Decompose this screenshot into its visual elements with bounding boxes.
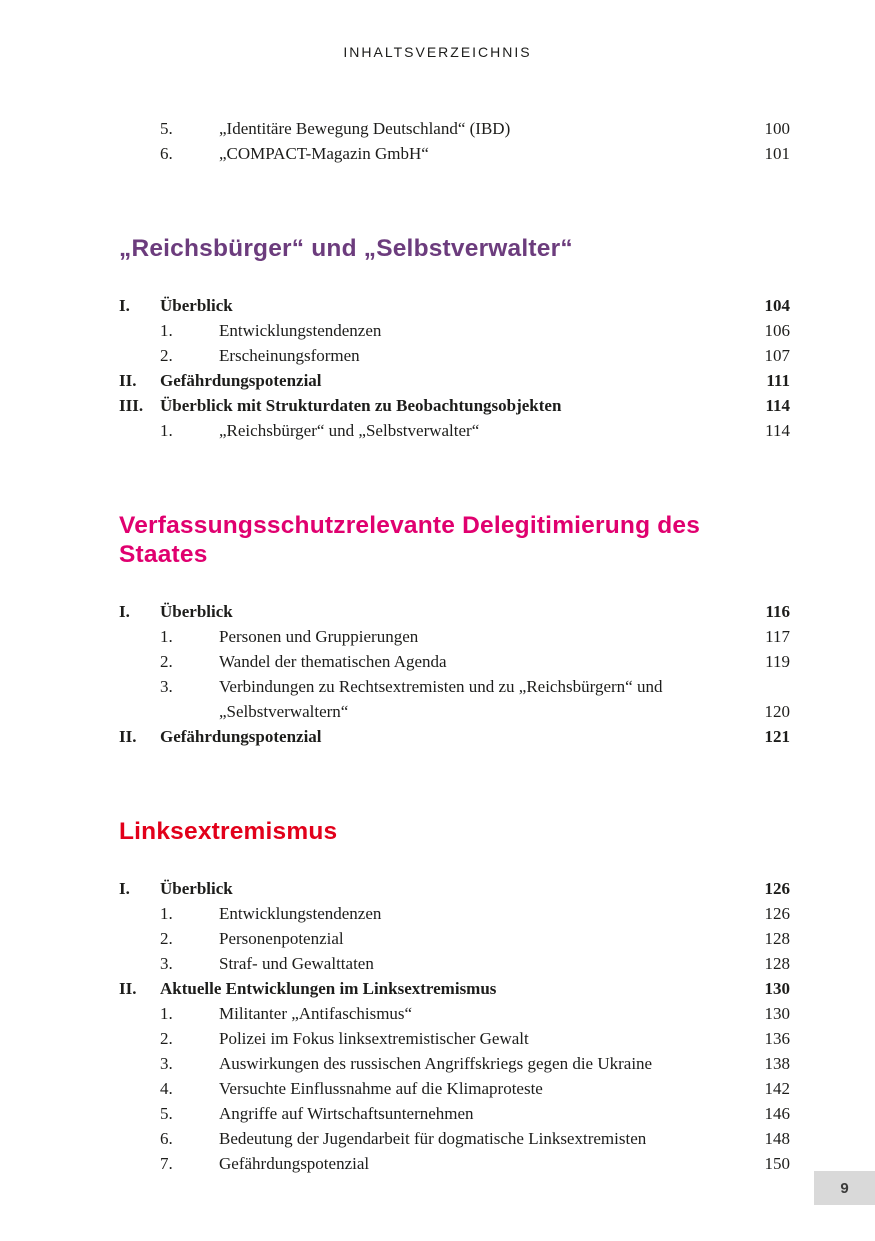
page-number-badge [814,1171,875,1205]
page-header-title: INHALTSVERZEICHNIS [343,44,532,60]
toc-row-number: 1. [160,321,173,340]
toc-row-number: I. [119,879,130,898]
toc-section [119,817,790,1176]
toc-row-page-number: 116 [765,602,790,621]
toc-row-number: 1. [160,421,173,440]
toc-row [119,1026,790,1051]
toc-row [119,1126,790,1151]
toc-row-label: Verbindungen zu Rechtsextremisten und zu „Reichsbürgern“ und „Selbstverwaltern“ [219,677,663,721]
toc-row-label: „COMPACT-Magazin GmbH“ [219,144,429,163]
toc-section [119,234,790,443]
toc-row-number: 7. [160,1154,173,1173]
toc-row-label: „Reichsbürger“ und „Selbstverwalter“ [219,421,480,440]
toc-row-number: 1. [160,627,173,646]
toc-row-number: 6. [160,144,173,163]
toc-row-page-number: 136 [764,1029,790,1048]
toc-row [119,1051,790,1076]
toc-row-number: 1. [160,904,173,923]
toc-row [119,393,790,418]
toc-row-page-number: 114 [765,396,790,415]
toc-row-label: Auswirkungen des russischen Angriffskriegs gegen die Ukraine [219,1054,653,1073]
toc-row-page-number: 117 [765,627,790,646]
toc-row-page-number: 128 [764,929,790,948]
section-title: Linksextremismus [119,818,338,845]
section-title: „Reichsbürger“ und „Selbstverwalter“ [119,235,573,262]
toc-row-number: I. [119,296,130,315]
toc-row [119,293,790,318]
toc-row [119,624,790,649]
toc-row-page-number: 106 [764,321,790,340]
toc-row [119,116,790,141]
toc-section [119,511,790,749]
toc-row-page-number: 126 [764,879,790,898]
toc-row [119,674,790,724]
toc-row-page-number: 120 [764,702,790,721]
toc-row-page-number: 101 [764,144,790,163]
toc-row-label: Angriffe auf Wirtschaftsunternehmen [219,1104,474,1123]
toc-row-number: 3. [160,954,173,973]
toc-row [119,1101,790,1126]
toc-row-page-number: 138 [764,1054,790,1073]
toc-row-label: Polizei im Fokus linksextremistischer Gewalt [219,1029,529,1048]
toc-row-label: Überblick [160,879,233,898]
toc-row [119,926,790,951]
toc-row-label: „Identitäre Bewegung Deutschland“ (IBD) [219,119,511,138]
toc-row-label: Bedeutung der Jugendarbeit für dogmatische Linksextremisten [219,1129,647,1148]
toc-row [119,649,790,674]
toc-row-number: 6. [160,1129,173,1148]
toc-row-number: II. [119,371,137,390]
toc-row-page-number: 107 [764,346,790,365]
toc-row [119,901,790,926]
toc-row-number: 5. [160,119,173,138]
toc-row-label: Straf- und Gewalttaten [219,954,374,973]
toc-row [119,976,790,1001]
toc-sections [0,60,875,1176]
toc-row [119,1151,790,1176]
toc-row-page-number: 130 [764,1004,790,1023]
toc-row [119,951,790,976]
page-number: 9 [840,1179,849,1197]
toc-row-number: 5. [160,1104,173,1123]
toc-row [119,724,790,749]
toc-row-number: 1. [160,1004,173,1023]
toc-row-number: 3. [160,1054,173,1073]
toc-row-label: Entwicklungstendenzen [219,904,382,923]
toc-row-label: Personenpotenzial [219,929,344,948]
toc-row-label: Militanter „Antifaschismus“ [219,1004,413,1023]
section-title: Verfassungsschutzrelevante Delegitimierung des Staates [119,512,701,568]
toc-section [119,116,790,166]
toc-row-label: Gefährdungspotenzial [219,1154,370,1173]
toc-row-number: 2. [160,929,173,948]
toc-row [119,1001,790,1026]
toc-row [119,876,790,901]
toc-row-number: II. [119,727,137,746]
toc-row-page-number: 100 [764,119,790,138]
toc-row-label: Personen und Gruppierungen [219,627,419,646]
toc-row-label: Überblick [160,602,233,621]
toc-row-number: III. [119,396,144,415]
toc-row-label: Gefährdungspotenzial [160,371,322,390]
toc-row-page-number: 148 [764,1129,790,1148]
toc-row-page-number: 126 [764,904,790,923]
toc-row-label: Erscheinungsformen [219,346,360,365]
toc-row-number: 3. [160,677,173,696]
toc-row [119,141,790,166]
toc-row-number: 2. [160,652,173,671]
toc-row [119,368,790,393]
toc-row-page-number: 119 [765,652,790,671]
toc-row-page-number: 150 [764,1154,790,1173]
toc-row-page-number: 146 [764,1104,790,1123]
toc-row-page-number: 130 [764,979,790,998]
toc-row-number: II. [119,979,137,998]
toc-row [119,418,790,443]
toc-row-label: Überblick [160,296,233,315]
toc-row-label: Aktuelle Entwicklungen im Linksextremismus [160,979,497,998]
toc-row [119,1076,790,1101]
toc-row-label: Entwicklungstendenzen [219,321,382,340]
toc-row-page-number: 128 [764,954,790,973]
toc-row-label: Gefährdungspotenzial [160,727,322,746]
toc-row-number: I. [119,602,130,621]
toc-row-number: 2. [160,346,173,365]
toc-row-page-number: 104 [764,296,790,315]
toc-row-number: 4. [160,1079,173,1098]
toc-row-page-number: 111 [766,371,790,390]
toc-row [119,343,790,368]
toc-row [119,599,790,624]
toc-row [119,318,790,343]
toc-row-number: 2. [160,1029,173,1048]
toc-row-page-number: 121 [764,727,790,746]
toc-row-label: Überblick mit Strukturdaten zu Beobachtungsobjekten [160,396,562,415]
toc-row-label: Versuchte Einflussnahme auf die Klimaproteste [219,1079,543,1098]
toc-row-page-number: 114 [765,421,790,440]
toc-row-page-number: 142 [764,1079,790,1098]
toc-row-label: Wandel der thematischen Agenda [219,652,447,671]
